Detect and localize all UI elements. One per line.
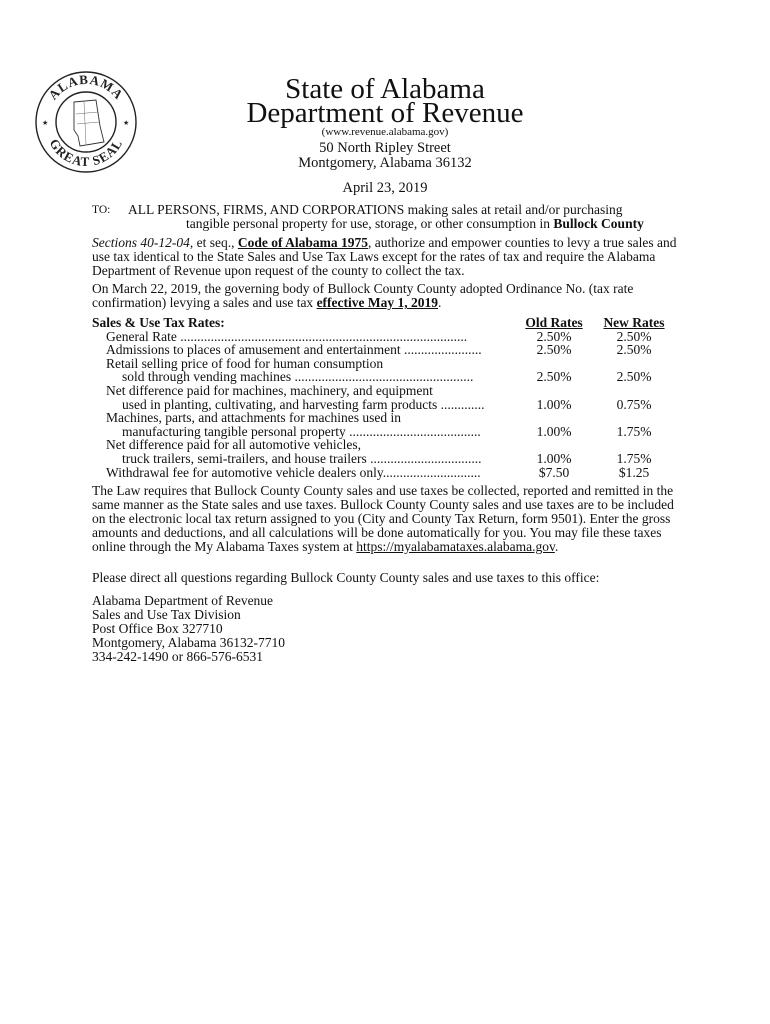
questions-paragraph: Please direct all questions regarding Bullock County County sales and use taxes to this office: <box>92 570 600 585</box>
rate-row <box>92 411 682 425</box>
new-rate: 2.50% <box>616 342 652 358</box>
code-ref: Code of Alabama 1975 <box>237 235 368 250</box>
contact-address <box>92 594 285 664</box>
new-rate: 1.75% <box>616 450 652 466</box>
rate-row <box>92 330 682 344</box>
svg-text:★: ★ <box>42 119 49 127</box>
new-rate: $1.25 <box>618 464 650 480</box>
old-rate: 1.00% <box>536 396 572 412</box>
statute-connector: , et seq., <box>189 235 238 250</box>
rate-row <box>92 384 682 398</box>
recipient-line2 <box>186 216 644 231</box>
effective-date: effective May 1, 2019 <box>316 295 439 310</box>
rate-label: used in planting, cultivating, and harvesting farm products ............. <box>122 396 485 412</box>
filing-end: . <box>554 539 559 554</box>
agency-website: (www.revenue.alabama.gov) <box>321 126 449 138</box>
rate-label: Withdrawal fee for automotive vehicle dealers only............................. <box>106 464 481 480</box>
ordinance-paragraph <box>92 282 687 310</box>
rate-label: Net difference paid for machines, machinery, and equipment <box>106 382 433 398</box>
contact-line-pobox: Post Office Box 327710 <box>92 621 223 636</box>
ordinance-body: On March 22, 2019, the governing body of Bullock County County adopted Ordinance No. (tax rate confirmation) levying a sales and use tax <box>92 281 634 310</box>
contact-line-division: Sales and Use Tax Division <box>92 607 241 622</box>
old-rate: 1.00% <box>536 450 572 466</box>
agency-street: 50 North Ripley Street <box>319 140 451 156</box>
recipient-line2-text: tangible personal property for use, storage, or other consumption in <box>186 216 554 231</box>
rate-row <box>92 370 682 384</box>
agency-title-line1: State of Alabama <box>285 73 485 105</box>
rate-label: truck trailers, semi-trailers, and house trailers ................................. <box>122 450 482 466</box>
old-rate: 2.50% <box>536 328 572 344</box>
agency-city: Montgomery, Alabama 36132 <box>298 155 472 171</box>
svg-text:ALABAMA: ALABAMA <box>45 71 127 103</box>
myalabamataxes-link[interactable]: https://myalabamataxes.alabama.gov <box>356 539 555 554</box>
filing-body: The Law requires that Bullock County County sales and use taxes be collected, reported and remitted in the same manner as the State sales and use taxes. Bullock County County sales and use taxes are to be included on the electronic local tax return assigned to you (City and County Tax Return, form 9501). Enter the gross amounts and deductions, and all calculations will be done automatically for you. You may file these taxes online through the My Alabama Taxes system at <box>92 483 674 554</box>
svg-text:GREAT SEAL: GREAT SEAL <box>46 136 126 170</box>
rate-label: General Rate ..................................................................................... <box>106 328 468 344</box>
statute-paragraph <box>92 236 687 278</box>
agency-title-line2: Department of Revenue <box>246 97 524 129</box>
old-rates-header: Old Rates <box>525 315 583 330</box>
contact-line-city: Montgomery, Alabama 36132-7710 <box>92 635 285 650</box>
rates-header-row <box>92 316 682 330</box>
new-rate: 0.75% <box>616 396 652 412</box>
filing-paragraph <box>92 484 687 554</box>
rate-row <box>92 452 682 466</box>
ordinance-end: . <box>438 295 442 310</box>
old-rate: 1.00% <box>536 423 572 439</box>
rate-row <box>92 425 682 439</box>
sections-ref: Sections 40-12-04 <box>92 235 190 250</box>
new-rate: 2.50% <box>616 328 652 344</box>
letter-date: April 23, 2019 <box>342 180 428 196</box>
county-name: Bullock County <box>553 216 644 231</box>
new-rates-header: New Rates <box>603 315 665 330</box>
recipient-line1: ALL PERSONS, FIRMS, AND CORPORATIONS making sales at retail and/or purchasing <box>128 202 623 217</box>
statute-body: , authorize and empower counties to levy a true sales and use tax identical to the State Sales and Use Tax Laws except for the rates of tax and require the Alabama Department of Revenue upon request of the county to collect the tax. <box>92 235 677 278</box>
rate-label: Net difference paid for all automotive vehicles, <box>106 437 362 453</box>
rate-label: Admissions to places of amusement and entertainment ....................... <box>106 342 482 358</box>
contact-line-phone: 334-242-1490 or 866-576-6531 <box>92 649 263 664</box>
rate-row <box>92 398 682 412</box>
rate-label: manufacturing tangible personal property ....................................... <box>122 423 481 439</box>
old-rate: 2.50% <box>536 369 572 385</box>
svg-text:★: ★ <box>123 119 130 127</box>
rates-heading: Sales & Use Tax Rates: <box>92 315 225 330</box>
tax-rates-table <box>92 316 682 479</box>
rate-row <box>92 466 682 480</box>
rate-row <box>92 357 682 371</box>
contact-line-org: Alabama Department of Revenue <box>92 593 274 608</box>
rate-row <box>92 438 682 452</box>
rate-label: Retail selling price of food for human consumption <box>106 355 384 371</box>
rate-row <box>92 343 682 357</box>
old-rate: 2.50% <box>536 342 572 358</box>
new-rate: 2.50% <box>616 369 652 385</box>
rate-label: Machines, parts, and attachments for machines used in <box>106 410 402 426</box>
old-rate: $7.50 <box>538 464 570 480</box>
rate-label: sold through vending machines ..................................................... <box>122 369 474 385</box>
new-rate: 1.75% <box>616 423 652 439</box>
to-label: TO: <box>92 204 111 216</box>
